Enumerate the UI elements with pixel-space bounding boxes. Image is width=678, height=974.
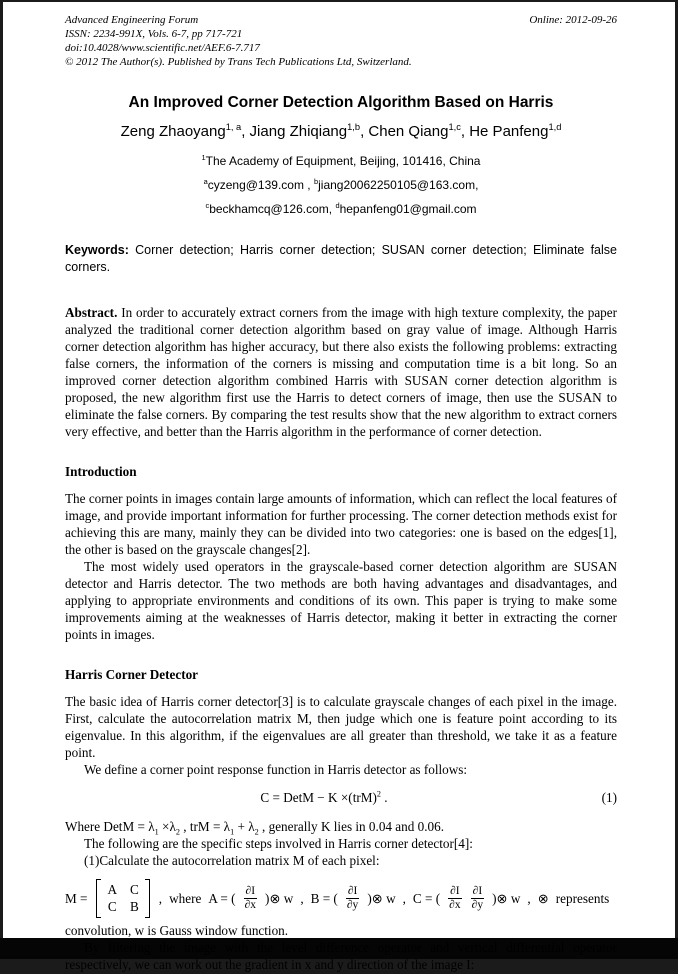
- email-address: hepanfeng01@gmail.com: [339, 201, 477, 216]
- author-superscript: 1,d: [548, 121, 562, 132]
- harris-paragraph-2: We define a corner point response function in Harris detector as follows:: [84, 762, 468, 778]
- otimes-symbol: ⊗: [537, 890, 549, 906]
- partial-derivative-fraction: [471, 885, 485, 912]
- equation-1-exponent: 2: [376, 789, 381, 799]
- fraction-denominator: ∂y: [471, 899, 484, 912]
- equation-1: [65, 790, 583, 806]
- where-text: ×λ: [158, 819, 176, 835]
- authors-line: [65, 123, 617, 140]
- matrix-right-bracket: [145, 879, 150, 918]
- closing-paragraph: By filtering the image with the level difference operator and vertical differential operator respectively, we can work out the gradient in x and y direction of the image I:: [65, 940, 617, 973]
- term-c-lhs: C = (: [412, 890, 441, 906]
- equation-1-row: [65, 790, 617, 806]
- email-superscript: a: [203, 176, 208, 186]
- author-superscript: 1,b: [347, 121, 361, 132]
- where-line: [65, 818, 617, 835]
- author-name: Chen Qiang: [368, 122, 449, 140]
- fraction-denominator: ∂x: [244, 899, 256, 912]
- convolution-close: )⊗ w: [492, 890, 521, 906]
- author-superscript: 1,c: [448, 121, 461, 132]
- autocorrelation-matrix: [96, 879, 149, 918]
- paper-title: An Improved Corner Detection Algorithm Based on Harris: [128, 93, 554, 111]
- email-superscript: c: [205, 200, 210, 210]
- email-address: jiang20062250105@163.com,: [318, 177, 479, 192]
- keywords-block: [65, 242, 617, 276]
- fraction-numerator: ∂I: [471, 885, 485, 899]
- email-superscript: b: [313, 176, 319, 186]
- email-superscript: d: [335, 200, 340, 210]
- paper-page: [3, 2, 675, 973]
- matrix-cell: B: [130, 898, 139, 914]
- section-heading-harris: Harris Corner Detector: [65, 667, 199, 683]
- author-name: Jiang Zhiqiang: [249, 122, 348, 140]
- steps-intro-line: The following are the specific steps involved in Harris corner detector[4]:: [84, 836, 473, 852]
- separator-comma: ,: [527, 890, 531, 906]
- affiliation-line: [65, 154, 617, 168]
- fraction-numerator: ∂I: [244, 885, 258, 899]
- where-text: , trM = λ: [179, 819, 231, 835]
- author-separator: ,: [241, 122, 246, 140]
- issn-line: ISSN: 2234-991X, Vols. 6-7, pp 717-721: [65, 27, 243, 40]
- keywords-label: Keywords:: [65, 242, 129, 257]
- fraction-numerator: ∂I: [346, 885, 360, 899]
- represents-word: represents: [555, 890, 610, 906]
- copyright-line: © 2012 The Author(s). Published by Trans Tech Publications Ltd, Switzerland.: [65, 55, 412, 68]
- section-heading-introduction: Introduction: [65, 463, 137, 479]
- author-separator: ,: [460, 122, 466, 140]
- fraction-denominator: ∂x: [449, 899, 461, 912]
- fraction-denominator: ∂y: [346, 899, 359, 912]
- convolution-close: )⊗ w: [265, 890, 294, 906]
- partial-derivative-fraction: [244, 885, 258, 912]
- affiliation-text: The Academy of Equipment, Beijing, 101416, China: [205, 153, 481, 168]
- where-text: + λ: [234, 819, 255, 835]
- harris-paragraph-1: The basic idea of Harris corner detector[3] is to calculate grayscale changes of each pixel in the image. First, calculate the autocorrelation matrix M, then judge which one is feature point according to its eigenvalue. In this algorithm, if the eigenvalues are all greater than threshold, we take it as a feature point.: [65, 694, 617, 761]
- where-word: where: [169, 890, 202, 906]
- where-text: Where DetM = λ: [65, 819, 155, 835]
- author-name: He Panfeng: [469, 122, 549, 140]
- email-address: beckhamcq@126.com,: [209, 201, 333, 216]
- abstract-text: In order to accurately extract corners from the image with high texture complexity, the paper analyzed the traditional corner detection algorithm based on gray value of image. Although Harris corner detection algorithm has higher accuracy, but there also exists the following problems: extracting false corners, the information of the corners is missing and computation time is a bit long. So an improved corner detection algorithm combined Harris with SUSAN corner detection algorithm is proposed, the new algorithm first use the Harris to detect corners of image, then use the SUSAN to eliminate the false corners. By comparing the test results show that the new algorithm to extract corners very effective, and better than the Harris algorithm in the performance of corner detection.: [65, 304, 618, 439]
- where-text: , generally K lies in 0.04 and 0.06.: [258, 819, 445, 835]
- matrix-cell: C: [107, 898, 117, 914]
- matrix-cells: [101, 879, 144, 918]
- partial-derivative-fraction: [346, 885, 360, 912]
- lambda-subscript: 2: [175, 827, 180, 837]
- matrix-equation-lhs: M =: [65, 890, 88, 906]
- header-left-block: [65, 14, 412, 70]
- equation-tail-line: convolution, w is Gauss window function.: [65, 923, 289, 939]
- equation-1-body: C = DetM − K ×(trM): [260, 790, 377, 806]
- page-header: [65, 14, 617, 70]
- matrix-equation: [65, 879, 617, 918]
- author-separator: ,: [360, 122, 365, 140]
- author-superscript: 1, a: [225, 121, 242, 132]
- author-name: Zeng Zhaoyang: [120, 122, 226, 140]
- partial-derivative-fraction: [448, 885, 462, 912]
- matrix-cell: C: [130, 882, 139, 898]
- email-line-1: [65, 178, 617, 192]
- intro-paragraph-2: The most widely used operators in the grayscale-based corner detection algorithm are SUSAN detector and Harris detector. The two methods are both having advantages and disadvantages, and applying to appropriate environments and conditions of its own. This paper is trying to make some improvements aiming at the weaknesses of Harris detector, making it better in extracting the corner points in images.: [65, 559, 617, 643]
- separator-comma: ,: [300, 890, 304, 906]
- matrix-cell: A: [107, 882, 117, 898]
- email-address: cyzeng@139.com ,: [207, 177, 311, 192]
- lambda-subscript: 1: [154, 827, 159, 837]
- equation-1-tail: .: [380, 790, 388, 806]
- abstract-label: Abstract.: [65, 304, 118, 320]
- lambda-subscript: 1: [230, 827, 235, 837]
- email-line-2: [65, 202, 617, 216]
- intro-paragraph-1: The corner points in images contain large amounts of information, which can reflect the local features of image, and provide important information for further processing. The corner detection methods exist for achieving this are many, mainly they can be divided into two categories: one is based on the edges[1], the other is based on the grayscale changes[2].: [65, 490, 617, 557]
- lambda-subscript: 2: [254, 827, 259, 837]
- separator-comma: ,: [402, 890, 406, 906]
- doi-line: doi:10.4028/www.scientific.net/AEF.6-7.717: [65, 41, 260, 54]
- step-1-line: (1)Calculate the autocorrelation matrix M of each pixel:: [84, 853, 380, 869]
- online-date: Online: 2012-09-26: [529, 14, 617, 26]
- term-a-lhs: A = (: [208, 890, 236, 906]
- keywords-text: Corner detection; Harris corner detection; SUSAN corner detection; Eliminate false corners.: [65, 242, 617, 274]
- journal-name: Advanced Engineering Forum: [65, 14, 199, 26]
- abstract-block: [65, 304, 617, 440]
- fraction-numerator: ∂I: [448, 885, 462, 899]
- equation-1-number: (1): [601, 790, 617, 806]
- affiliation-superscript: 1: [201, 152, 206, 162]
- convolution-close: )⊗ w: [367, 890, 396, 906]
- separator-comma: ,: [158, 890, 163, 906]
- term-b-lhs: B = (: [310, 890, 338, 906]
